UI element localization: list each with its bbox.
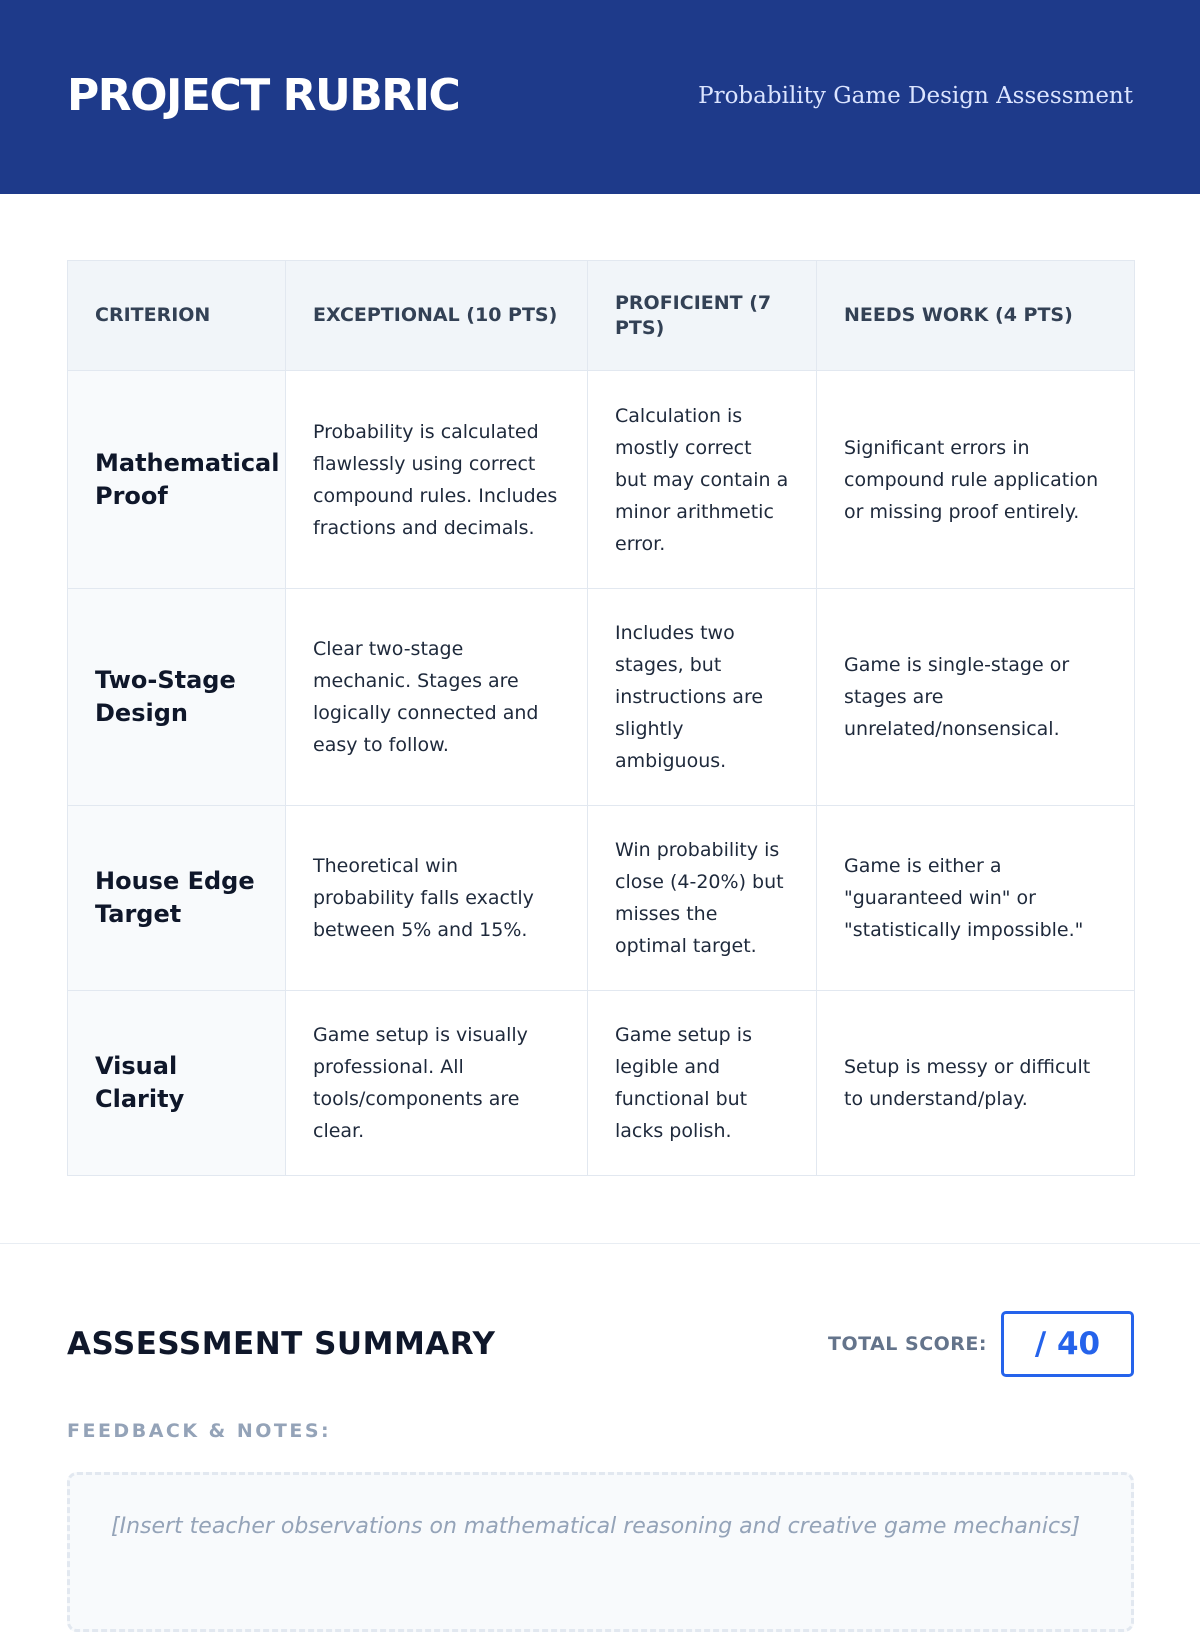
- page-title: PROJECT RUBRIC: [67, 70, 460, 121]
- proficient-cell: Calculation is mostly correct but may contain a minor arithmetic error.: [588, 371, 817, 589]
- total-score-label: TOTAL SCORE:: [828, 1333, 988, 1355]
- exceptional-cell: Probability is calculated flawlessly using correct compound rules. Includes fractions and decimals.: [286, 371, 588, 589]
- proficient-cell: Includes two stages, but instructions are slightly ambiguous.: [588, 589, 817, 806]
- column-header-proficient: PROFICIENT (7 PTS): [588, 261, 817, 371]
- column-header-needs-work: NEEDS WORK (4 PTS): [817, 261, 1135, 371]
- feedback-notes-area[interactable]: [67, 1472, 1134, 1632]
- total-score-value: / 40: [1034, 1326, 1101, 1362]
- needs-work-cell: Setup is messy or difficult to understand/play.: [817, 991, 1135, 1176]
- column-header-criterion: CRITERION: [68, 261, 286, 371]
- exceptional-cell: Game setup is visually professional. All tools/components are clear.: [286, 991, 588, 1176]
- needs-work-cell: Game is either a "guaranteed win" or "statistically impossible.": [817, 806, 1135, 991]
- table-row: [68, 991, 1135, 1176]
- feedback-label: FEEDBACK & NOTES:: [67, 1420, 332, 1442]
- column-header-exceptional: EXCEPTIONAL (10 PTS): [286, 261, 588, 371]
- table-row: [68, 371, 1135, 589]
- table-row: [68, 589, 1135, 806]
- criterion-cell: Mathematical Proof: [68, 371, 286, 589]
- needs-work-cell: Game is single-stage or stages are unrelated/nonsensical.: [817, 589, 1135, 806]
- exceptional-cell: Clear two-stage mechanic. Stages are logically connected and easy to follow.: [286, 589, 588, 806]
- criterion-cell: Visual Clarity: [68, 991, 286, 1176]
- proficient-cell: Win probability is close (4-20%) but misses the optimal target.: [588, 806, 817, 991]
- page-subtitle: Probability Game Design Assessment: [698, 83, 1133, 109]
- section-divider: [0, 1243, 1200, 1244]
- feedback-placeholder: [Insert teacher observations on mathematical reasoning and creative game mechanics]: [111, 1514, 1081, 1539]
- page-header: [0, 0, 1200, 194]
- exceptional-cell: Theoretical win probability falls exactly between 5% and 15%.: [286, 806, 588, 991]
- rubric-header-row: [68, 261, 1135, 371]
- proficient-cell: Game setup is legible and functional but lacks polish.: [588, 991, 817, 1176]
- criterion-cell: Two-Stage Design: [68, 589, 286, 806]
- summary-title: ASSESSMENT SUMMARY: [67, 1326, 496, 1362]
- needs-work-cell: Significant errors in compound rule application or missing proof entirely.: [817, 371, 1135, 589]
- total-score-field[interactable]: [1001, 1311, 1134, 1377]
- table-row: [68, 806, 1135, 991]
- criterion-cell: House Edge Target: [68, 806, 286, 991]
- rubric-table: [67, 260, 1135, 1176]
